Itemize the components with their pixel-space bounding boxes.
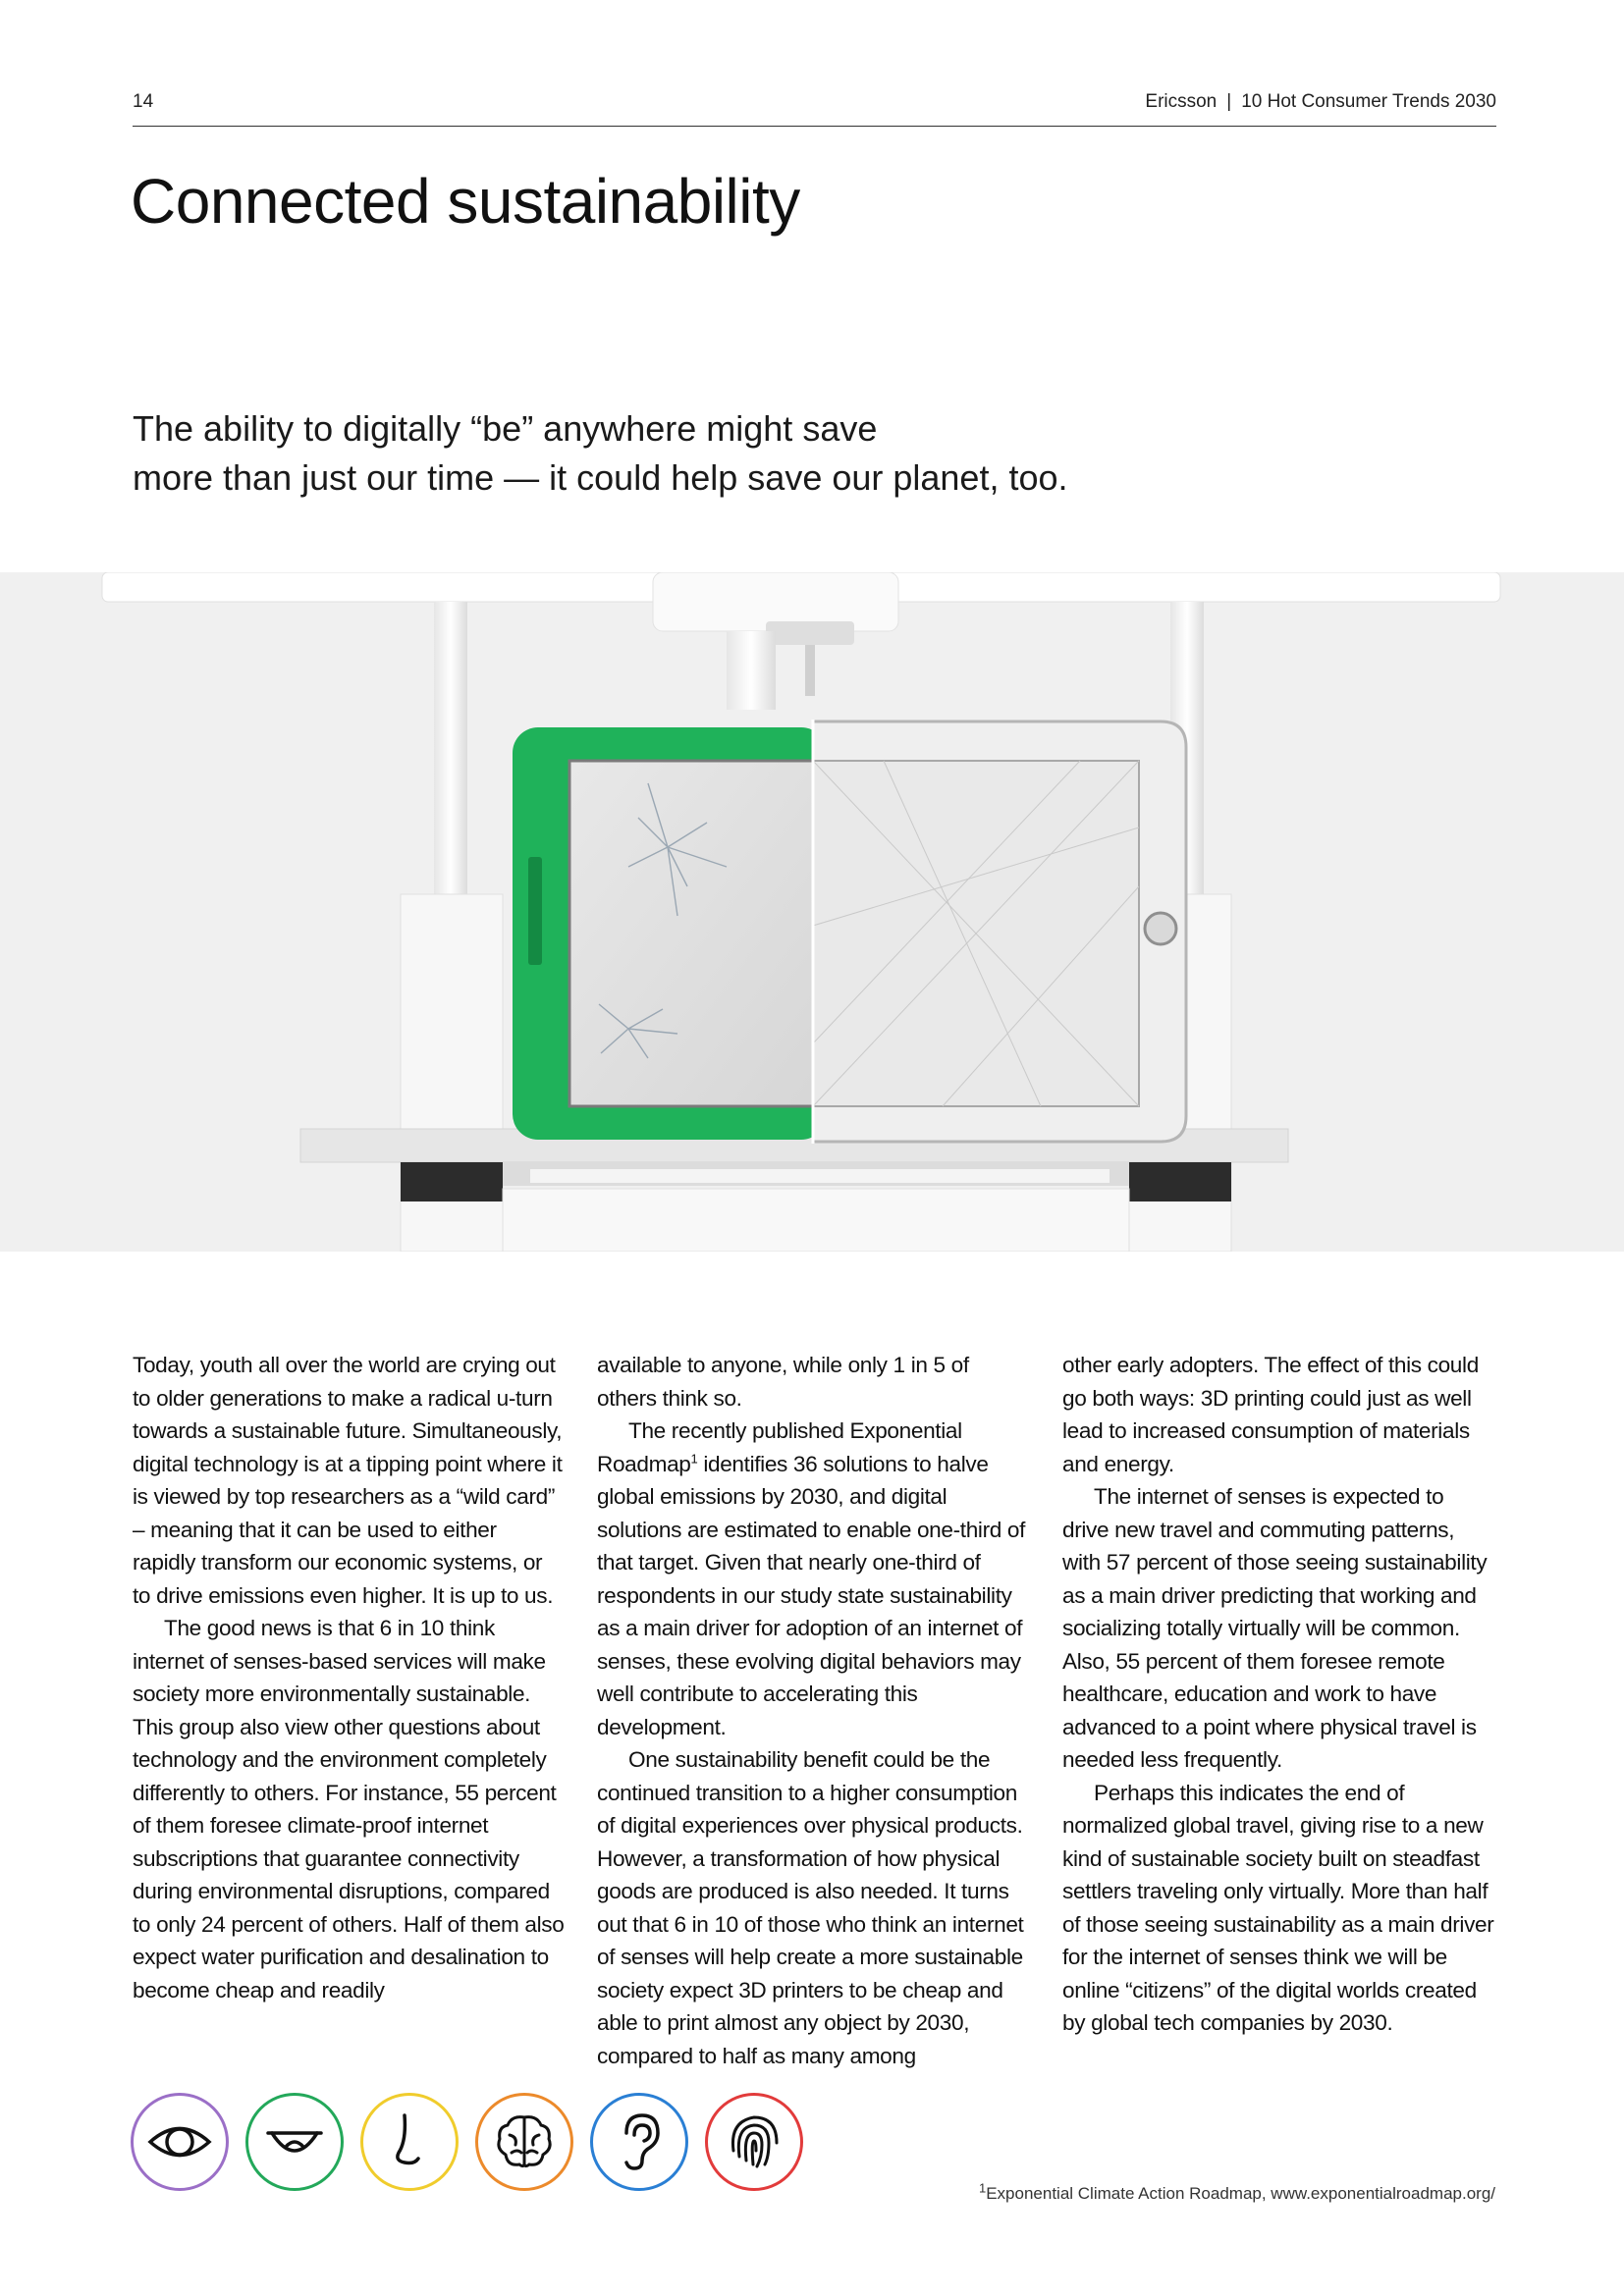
paragraph-part: identifies 36 solutions to halve global emissions by 2030, and digital solutions are estimated to enable one-third of that target. Given that nearly one-third of respondents in our study state sustainability as a main driver for adoption of an internet of senses, these evolving digital behaviors may well contribute to accelerating this development.	[597, 1451, 1026, 1739]
text-column-2	[597, 1349, 1029, 2072]
publisher-name: Ericsson	[1145, 91, 1218, 112]
lede	[133, 404, 1114, 503]
lede-line-1: The ability to digitally “be” anywhere might save	[133, 408, 878, 449]
header-rule	[133, 126, 1496, 127]
page-number: 14	[133, 91, 154, 112]
paragraph: available to anyone, while only 1 in 5 of others think so.	[597, 1353, 969, 1411]
brain-icon	[475, 2093, 573, 2191]
footnote	[978, 2180, 1495, 2204]
text-column-3	[1062, 1349, 1494, 2040]
text-column-1	[133, 1349, 565, 2006]
paragraph: Today, youth all over the world are crying out to older generations to make a radical u-turn towards a sustainable future. Simultaneously, digital technology is at a tipping point where it is viewed by top researchers as a “wild card” – meaning that it can be used to either rapidly transform our economic systems, or to drive emissions even higher. It is up to us.	[133, 1353, 563, 1608]
footnote-mark: 1	[978, 2180, 987, 2196]
footnote-reference[interactable]: 1	[690, 1450, 698, 1466]
paragraph: other early adopters. The effect of this could go both ways: 3D printing could just as well lead to increased consumption of materials and energy.	[1062, 1353, 1479, 1476]
sense-icons	[131, 2093, 803, 2191]
paragraph: The internet of senses is expected to drive new travel and commuting patterns, with 57 percent of those seeing sustainability as a main driver predicting that working and socializing totally virtually will be common. Also, 55 percent of them foresee remote healthcare, education and work to have advanced to a point where physical travel is needed less frequently.	[1062, 1484, 1488, 1772]
hero-illustration	[0, 572, 1624, 1252]
mouth-icon	[245, 2093, 344, 2191]
paragraph-with-footnote	[597, 1415, 1029, 1743]
running-header	[1145, 91, 1496, 113]
ear-icon	[590, 2093, 688, 2191]
page-title: Connected sustainability	[131, 166, 800, 237]
fingerprint-icon	[705, 2093, 803, 2191]
paragraph: The good news is that 6 in 10 think internet of senses-based services will make society more environmentally sustainable. This group also view other questions about technology and the environment completely differently to others. For instance, 55 percent of them foresee climate-proof internet subscriptions that guarantee connectivity during environmental disruptions, compared to only 24 percent of others. Half of them also expect water purification and desalination to become cheap and readily	[133, 1616, 565, 2002]
paragraph: One sustainability benefit could be the continued transition to a higher consumption of digital experiences over physical products. However, a transformation of how physical goods are produced is also needed. It turns out that 6 in 10 of those who think an internet of senses will help create a more sustainable society expect 3D printers to be cheap and able to print almost any object by 2030, compared to half as many among	[597, 1747, 1024, 2068]
paragraph: Perhaps this indicates the end of normalized global travel, giving rise to a new kind of sustainable society built on steadfast settlers traveling only virtually. More than half of those seeing sustainability as a main driver for the internet of senses think we will be online “citizens” of the digital worlds created by global tech companies by 2030.	[1062, 1780, 1494, 2035]
header-separator: |	[1226, 91, 1232, 112]
hero-image	[0, 572, 1624, 1252]
eye-icon	[131, 2093, 229, 2191]
footnote-text: Exponential Climate Action Roadmap, www.exponentialroadmap.org/	[986, 2184, 1495, 2203]
nose-icon	[360, 2093, 459, 2191]
report-title: 10 Hot Consumer Trends 2030	[1241, 91, 1496, 112]
paragraph-part: The recently published Exponential Roadmap	[597, 1418, 962, 1476]
lede-line-2: more than just our time — it could help save our planet, too.	[133, 457, 1068, 498]
